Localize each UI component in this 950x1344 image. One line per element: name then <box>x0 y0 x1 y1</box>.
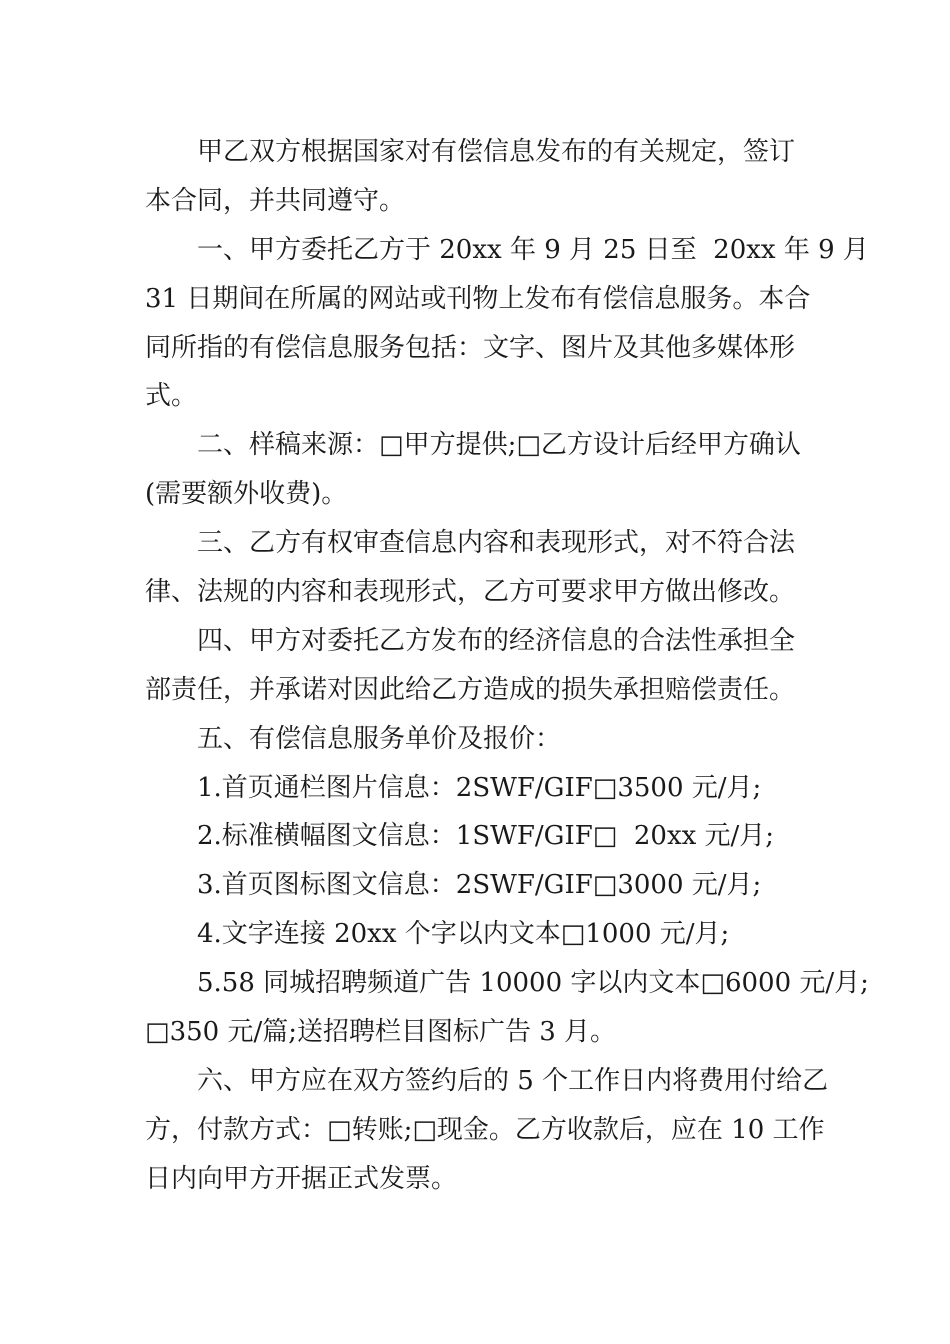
paragraph-line: 六、甲方应在双方签约后的 5 个工作日内将费用付给乙 <box>197 1065 829 1096</box>
price-item: 4.文字连接 20xx 个字以内文本□1000 元/月; <box>197 919 730 950</box>
price-item: 5.58 同城招聘频道广告 10000 字以内文本□6000 元/月; <box>197 968 869 999</box>
paragraph-line: 31 日期间在所属的网站或刊物上发布有偿信息服务。本合 <box>145 283 811 314</box>
paragraph-line: 同所指的有偿信息服务包括：文字、图片及其他多媒体形 <box>145 332 796 363</box>
price-item-continuation: □350 元/篇;送招聘栏目图标广告 3 月。 <box>145 1017 617 1048</box>
paragraph-line: 日内向甲方开据正式发票。 <box>145 1163 458 1194</box>
paragraph-line: 二、样稿来源：□甲方提供;□乙方设计后经甲方确认 <box>197 430 801 461</box>
paragraph-line: 律、法规的内容和表现形式，乙方可要求甲方做出修改。 <box>145 577 796 608</box>
paragraph-line: 三、乙方有权审查信息内容和表现形式，对不符合法 <box>197 528 796 559</box>
paragraph-line: 方，付款方式：□转账;□现金。乙方收款后，应在 10 工作 <box>145 1114 825 1145</box>
paragraph-line: 式。 <box>145 381 198 412</box>
section-heading: 五、有偿信息服务单价及报价： <box>197 723 562 754</box>
paragraph-line: (需要额外收费)。 <box>145 479 348 510</box>
paragraph-line: 一、甲方委托乙方于 20xx 年 9 月 25 日至 20xx 年 9 月 <box>197 234 869 265</box>
document-body <box>145 128 869 1204</box>
paragraph-line: 四、甲方对委托乙方发布的经济信息的合法性承担全 <box>197 625 796 656</box>
price-item: 2.标准横幅图文信息：1SWF/GIF□ 20xx 元/月; <box>197 821 775 852</box>
paragraph-line: 本合同，并共同遵守。 <box>145 185 406 216</box>
price-item: 3.首页图标图文信息：2SWF/GIF□3000 元/月; <box>197 870 762 901</box>
paragraph-line: 甲乙双方根据国家对有偿信息发布的有关规定，签订 <box>197 137 796 167</box>
paragraph-line: 部责任，并承诺对因此给乙方造成的损失承担赔偿责任。 <box>145 674 796 705</box>
price-item: 1.首页通栏图片信息：2SWF/GIF□3500 元/月; <box>197 772 762 803</box>
